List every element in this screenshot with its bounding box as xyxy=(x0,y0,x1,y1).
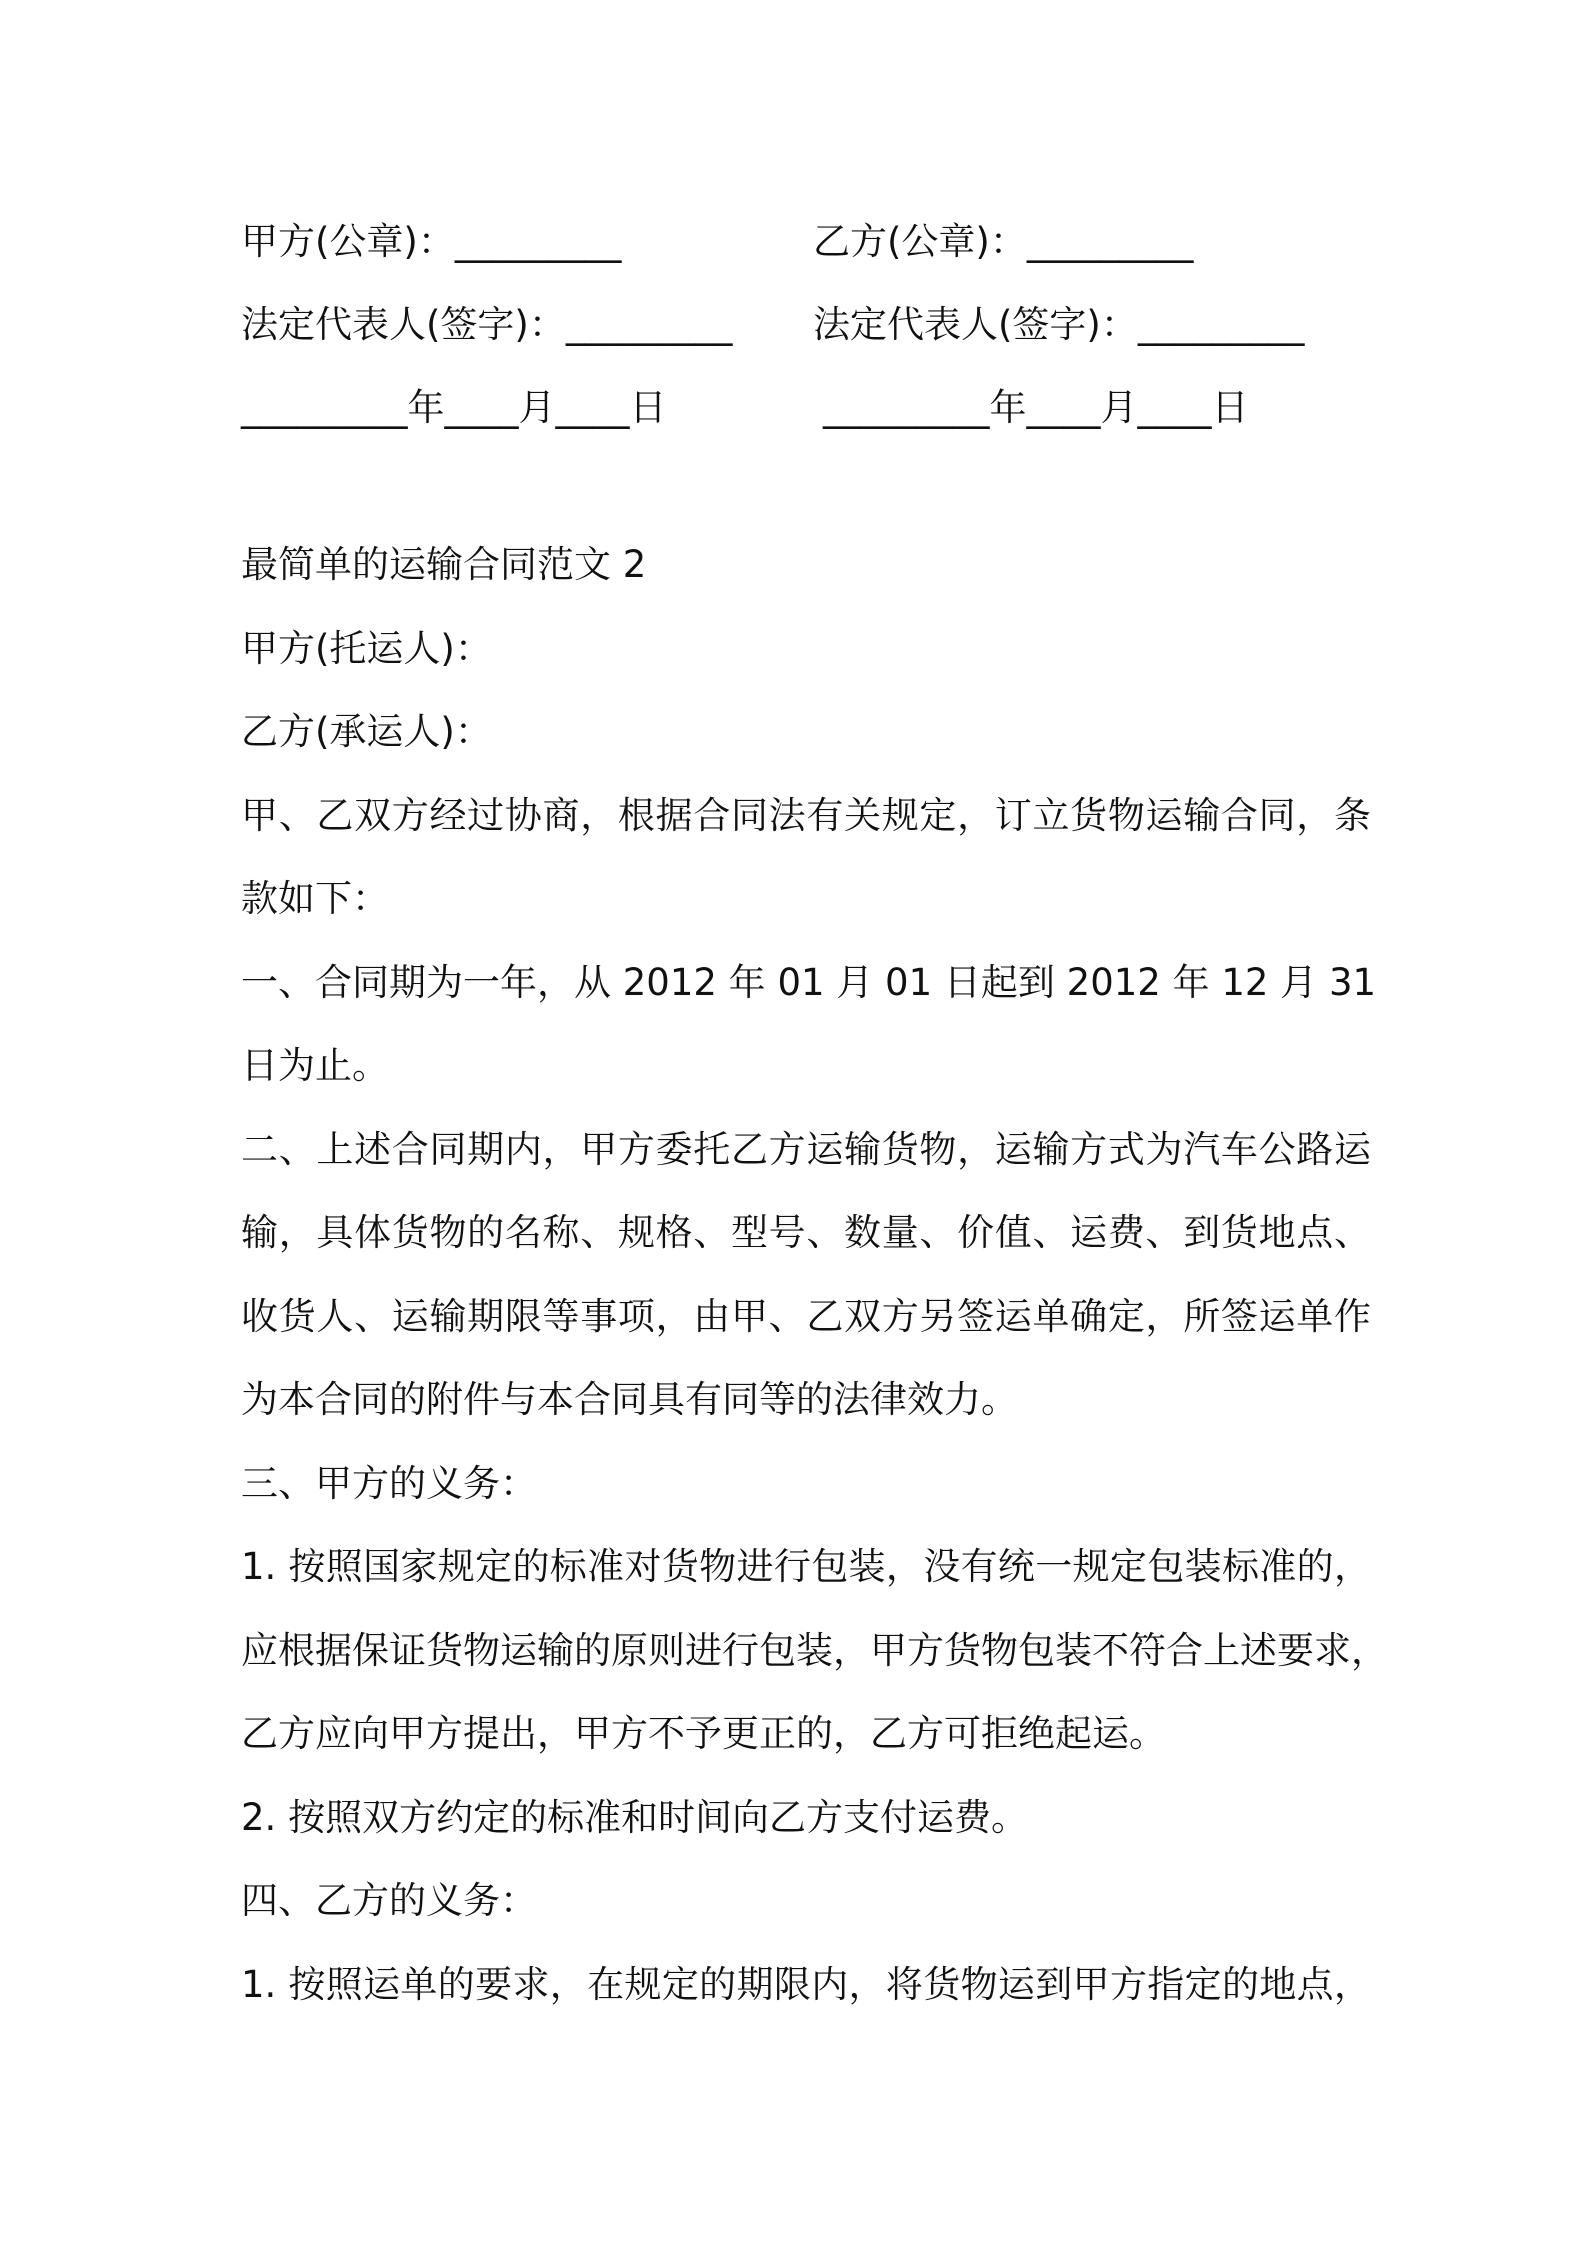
signature-block xyxy=(241,196,1391,445)
clause-4-item-line: 1. 按照运单的要求，在规定的期限内，将货物运到甲方指定的地点， xyxy=(241,1962,1371,2006)
party-b-date-field: _________年____月____日 xyxy=(823,385,1249,429)
clause-4-heading: 四、乙方的义务： xyxy=(241,1879,537,1922)
seal-row xyxy=(241,196,1391,279)
clause-3-heading: 三、甲方的义务： xyxy=(241,1461,537,1505)
date-row xyxy=(241,362,1391,445)
paragraph-line: 款如下： xyxy=(241,877,389,920)
party-a-seal-field: 甲方(公章)：_________ xyxy=(241,219,622,263)
contract-body xyxy=(241,523,1388,2026)
clause-3-item-line: 2. 按照双方约定的标准和时间向乙方支付运费。 xyxy=(241,1795,1029,1839)
section-title: 最简单的运输合同范文 2 xyxy=(241,543,647,586)
clause-1-line: 一、合同期为一年，从 2012 年 01 月 01 日起到 2012 年 12 月 31 xyxy=(241,960,1377,1004)
clause-3-item-line: 应根据保证货物运输的原则进行包装，甲方货物包装不符合上述要求， xyxy=(241,1628,1388,1672)
clause-2-line: 收货人、运输期限等事项，由甲、乙双方另签运单确定，所签运单作 xyxy=(241,1294,1371,1338)
clause-2-line: 二、上述合同期内，甲方委托乙方运输货物，运输方式为汽车公路运 xyxy=(241,1127,1371,1171)
paragraph-line: 甲、乙双方经过协商，根据合同法有关规定，订立货物运输合同，条 xyxy=(241,793,1371,837)
party-b-representative-field: 法定代表人(签字)：_________ xyxy=(813,302,1305,346)
party-b-carrier-line: 乙方(承运人)： xyxy=(241,710,492,753)
clause-2-line: 为本合同的附件与本合同具有同等的法律效力。 xyxy=(241,1378,1018,1421)
party-b-seal-field: 乙方(公章)：_________ xyxy=(813,219,1194,263)
representative-row xyxy=(241,279,1391,362)
clause-1-line: 日为止。 xyxy=(241,1044,389,1087)
clause-2-line: 输，具体货物的名称、规格、型号、数量、价值、运费、到货地点、 xyxy=(241,1211,1371,1254)
clause-3-item-line: 1. 按照国家规定的标准对货物进行包装，没有统一规定包装标准的， xyxy=(241,1545,1371,1588)
party-a-date-field: _________年____月____日 xyxy=(241,385,667,429)
party-a-representative-field: 法定代表人(签字)：_________ xyxy=(241,302,733,346)
party-a-shipper-line: 甲方(托运人)： xyxy=(241,626,492,670)
clause-3-item-line: 乙方应向甲方提出，甲方不予更正的，乙方可拒绝起运。 xyxy=(241,1712,1166,1755)
